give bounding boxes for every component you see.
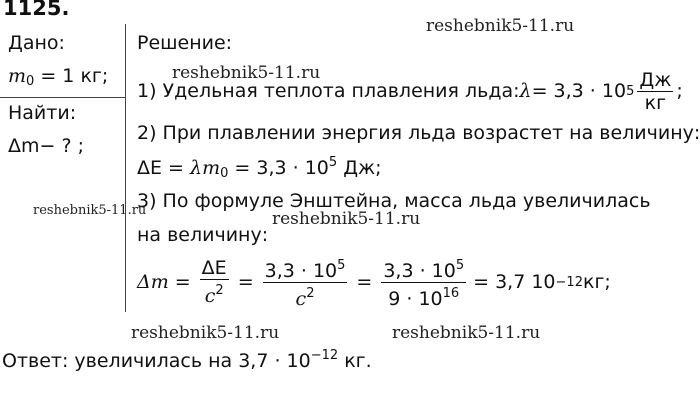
answer-exp: −12 — [310, 348, 339, 363]
step3-fraction-3 — [381, 256, 466, 309]
step3-unit: кг; — [582, 271, 611, 293]
given-mass-value: = 1 кг; — [34, 65, 109, 87]
solution-step-1 — [137, 66, 683, 116]
step3-result-exp: −12 — [555, 274, 583, 290]
given-divider-vertical — [125, 24, 126, 312]
step2-m: m — [202, 157, 221, 179]
solution-header: Решение: — [137, 32, 233, 54]
step2-lambda: λ — [190, 157, 203, 179]
step2-eq: = 3,3 · 10 — [228, 157, 329, 179]
given-divider-horizontal — [0, 97, 126, 98]
step3-f1-den: $c^2$ — [204, 283, 224, 307]
step1-unit-den: кг — [644, 91, 667, 114]
solution-step-3-line-2: на величину: — [137, 224, 269, 246]
watermark: reshebnik5-11.ru — [272, 209, 421, 229]
step1-eq: = 3,3 · 10 — [531, 80, 627, 102]
find-item: Δm− ? ; — [8, 135, 84, 157]
answer-text: Ответ: увеличилась на 3,7 · 10 — [2, 350, 311, 372]
watermark: reshebnik5-11.ru — [392, 323, 541, 343]
solution-step-2-formula — [137, 155, 382, 181]
equals-sign: = — [174, 271, 191, 293]
watermark: reshebnik5-11.ru — [172, 63, 321, 83]
given-mass-symbol: m — [8, 65, 27, 87]
solution-step-2: 2) При плавлении энергия льда возрастет на величину: — [137, 122, 700, 144]
step1-exp: 5 — [626, 83, 635, 99]
step1-unit-fraction — [637, 70, 673, 113]
step3-f2-den: $c^2$ — [295, 285, 315, 310]
watermark: reshebnik5-11.ru — [33, 203, 147, 218]
given-mass-subscript: 0 — [26, 74, 35, 89]
step3-f3-den: $9 \cdot 10^{16}$ — [388, 285, 460, 310]
step1-text: 1) Удельная теплота плавления льда: — [137, 80, 520, 102]
equals-sign: = — [356, 271, 373, 293]
step2-unit: Дж; — [337, 157, 382, 179]
step3-f2-num: $3,3 \cdot 10^5$ — [264, 257, 346, 282]
step1-end: ; — [676, 80, 683, 102]
step3-f1-num: ΔE — [201, 257, 227, 279]
answer — [2, 348, 372, 372]
step3-fraction-1 — [200, 258, 229, 306]
step2-formula-left: ΔE = — [137, 157, 191, 179]
find-header: Найти: — [8, 102, 77, 124]
solution-step-3-line-1: 3) По формуле Энштейна, масса льда увеличилась — [137, 190, 651, 212]
step2-exp: 5 — [328, 155, 338, 170]
step3-result: = 3,7 10 — [473, 271, 556, 293]
step3-dm: Δm — [137, 271, 169, 293]
step1-unit-num: Дж — [639, 68, 672, 91]
step3-f3-num: $3,3 \cdot 10^5$ — [383, 257, 465, 282]
answer-unit: кг. — [338, 350, 372, 372]
watermark: reshebnik5-11.ru — [131, 323, 280, 343]
problem-number: 1125. — [3, 0, 70, 20]
equals-sign: = — [237, 271, 254, 293]
step3-fraction-2 — [263, 256, 348, 309]
given-mass — [8, 65, 108, 89]
solution-step-3-formula — [137, 254, 611, 310]
given-header: Дано: — [8, 32, 65, 54]
watermark: reshebnik5-11.ru — [426, 16, 575, 36]
step1-lambda: λ — [519, 80, 532, 102]
step2-m-sub: 0 — [220, 166, 229, 181]
